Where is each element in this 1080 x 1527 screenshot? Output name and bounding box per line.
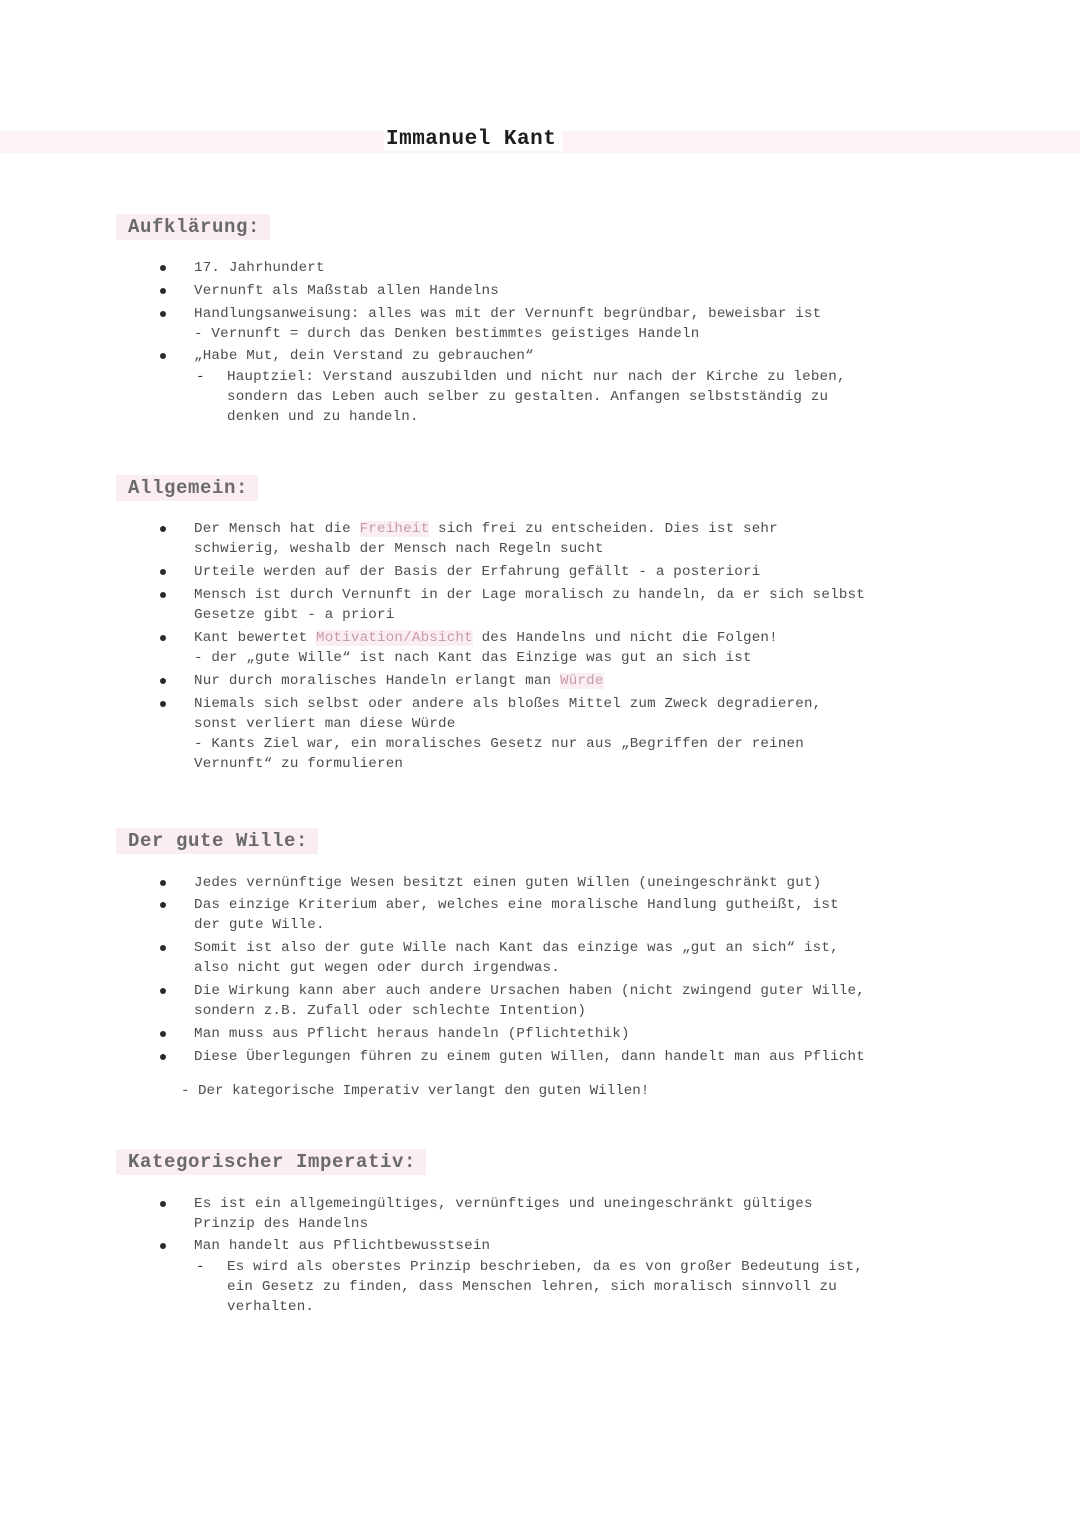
bullet — [160, 526, 166, 532]
list-item-sub: denken und zu handeln. — [227, 409, 419, 425]
list-item: Die Wirkung kann aber auch andere Ursachen haben (nicht zwingend guter Wille, — [194, 983, 865, 999]
bullet — [160, 288, 166, 294]
bullet — [160, 265, 166, 271]
bullet — [160, 988, 166, 994]
bullet — [160, 1031, 166, 1037]
bullet — [160, 1054, 166, 1060]
text: Nur durch moralisches Handeln erlangt man — [194, 673, 560, 689]
text: des Handelns und nicht die Folgen! — [472, 630, 778, 646]
highlight-freiheit: Freiheit — [359, 521, 430, 537]
list-item-cont: schwierig, weshalb der Mensch nach Regeln sucht — [194, 541, 604, 557]
dash-marker: - — [196, 1259, 205, 1275]
bullet — [160, 311, 166, 317]
list-item: Man handelt aus Pflichtbewusstsein — [194, 1238, 491, 1254]
bullet — [160, 569, 166, 575]
bullet — [160, 635, 166, 641]
list-item: Jedes vernünftige Wesen besitzt einen guten Willen (uneingeschränkt gut) — [194, 875, 822, 891]
text: Der Mensch hat die — [194, 521, 360, 537]
bullet — [160, 902, 166, 908]
list-item: Mensch ist durch Vernunft in der Lage moralisch zu handeln, da er sich selbst — [194, 587, 865, 603]
list-item: Man muss aus Pflicht heraus handeln (Pflichtethik) — [194, 1026, 630, 1042]
bullet — [160, 1243, 166, 1249]
text: sich frei zu entscheiden. Dies ist sehr — [429, 521, 778, 537]
list-item — [194, 628, 778, 648]
highlight-wuerde: Würde — [559, 673, 604, 689]
page-title: Immanuel Kant — [384, 128, 562, 151]
list-item-sub: - Kants Ziel war, ein moralisches Gesetz nur aus „Begriffen der reinen — [194, 736, 804, 752]
list-item-cont: Prinzip des Handelns — [194, 1216, 369, 1232]
list-item: Es ist ein allgemeingültiges, vernünftiges und uneingeschränkt gültiges — [194, 1196, 813, 1212]
list-item: Somit ist also der gute Wille nach Kant das einzige was „gut an sich“ ist, — [194, 940, 839, 956]
list-item-sub: Hauptziel: Verstand auszubilden und nicht nur nach der Kirche zu leben, — [227, 369, 846, 385]
list-item-sub: ein Gesetz zu finden, dass Menschen lehren, sich moralisch sinnvoll zu — [227, 1279, 837, 1295]
bullet — [160, 1201, 166, 1207]
bullet — [160, 592, 166, 598]
bullet — [160, 880, 166, 886]
list-item-sub: sondern das Leben auch selber zu gestalten. Anfangen selbstständig zu — [227, 389, 829, 405]
list-item: „Habe Mut, dein Verstand zu gebrauchen“ — [194, 348, 534, 364]
heading-aufklaerung: Aufklärung: — [116, 214, 270, 240]
list-item-sub: verhalten. — [227, 1299, 315, 1315]
text: Kant bewertet — [194, 630, 316, 646]
list-item-cont: sonst verliert man diese Würde — [194, 716, 456, 732]
list-item-cont: also nicht gut wegen oder durch irgendwas. — [194, 960, 560, 976]
list-item-cont: Vernunft“ zu formulieren — [194, 756, 404, 772]
bullet — [160, 701, 166, 707]
list-item: Handlungsanweisung: alles was mit der Vernunft begründbar, beweisbar ist — [194, 306, 822, 322]
list-item-cont: sondern z.B. Zufall oder schlechte Intention) — [194, 1003, 587, 1019]
heading-gute-wille: Der gute Wille: — [116, 828, 318, 854]
list-item: 17. Jahrhundert — [194, 260, 325, 276]
list-item: Vernunft als Maßstab allen Handelns — [194, 283, 499, 299]
heading-allgemein: Allgemein: — [116, 475, 258, 501]
list-item-cont: Gesetze gibt - a priori — [194, 607, 395, 623]
highlight-motivation: Motivation/Absicht — [316, 630, 473, 646]
list-item: Diese Überlegungen führen zu einem guten Willen, dann handelt man aus Pflicht — [194, 1049, 865, 1065]
bullet — [160, 353, 166, 359]
list-item-cont: der gute Wille. — [194, 917, 325, 933]
heading-imperativ: Kategorischer Imperativ: — [116, 1149, 426, 1175]
list-item: Das einzige Kriterium aber, welches eine moralische Handlung gutheißt, ist — [194, 897, 839, 913]
dash-marker: - — [196, 369, 205, 385]
list-item — [194, 519, 778, 539]
summary-note: - Der kategorische Imperativ verlangt den guten Willen! — [181, 1083, 650, 1099]
bullet — [160, 678, 166, 684]
list-item-sub: - Vernunft = durch das Denken bestimmtes geistiges Handeln — [194, 326, 700, 342]
list-item-sub: Es wird als oberstes Prinzip beschrieben, da es von großer Bedeutung ist, — [227, 1259, 864, 1275]
list-item: Niemals sich selbst oder andere als bloßes Mittel zum Zweck degradieren, — [194, 696, 822, 712]
list-item-sub: - der „gute Wille“ ist nach Kant das Einzige was gut an sich ist — [194, 650, 752, 666]
bullet — [160, 945, 166, 951]
list-item: Urteile werden auf der Basis der Erfahrung gefällt - a posteriori — [194, 564, 761, 580]
list-item — [194, 671, 604, 691]
